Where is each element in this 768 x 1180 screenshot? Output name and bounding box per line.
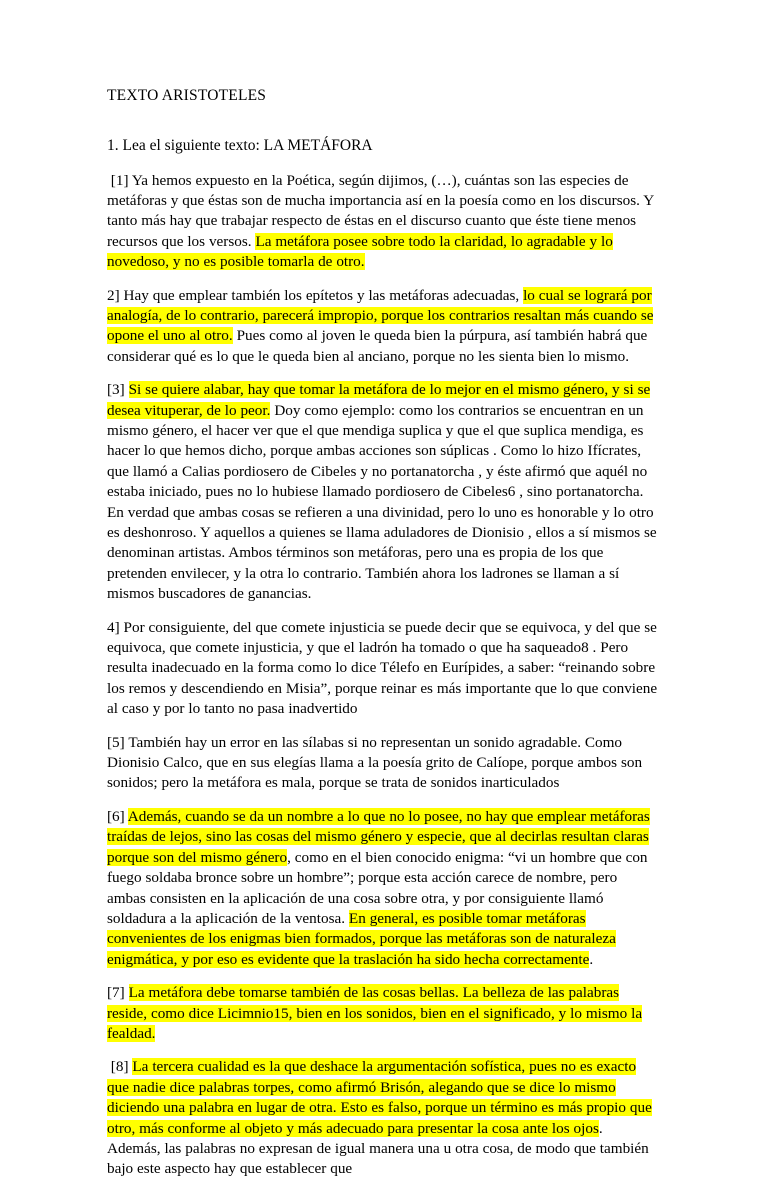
paragraph: [107, 807, 658, 970]
plain-text: . Además, las palabras no expresan de igual manera una u otra cosa, de modo que también bajo este aspecto hay que establecer que: [107, 1119, 649, 1178]
highlighted-text: La tercera cualidad es la que deshace la argumentación sofística, pues no es exacto que nadie dice palabras torpes, como afirmó Brisón, alegando que se dice lo mismo diciendo una palabra en lugar de otra. Esto es falso, porque un término es más propio que otro, más conforme al objeto y más adecuado para presentar la cosa ante los ojos: [107, 1058, 652, 1137]
section-heading: 1. Lea el siguiente texto: LA METÁFORA: [107, 137, 373, 155]
plain-text: [8]: [110, 1058, 133, 1076]
highlighted-text: lo cual se logrará por analogía, de lo contrario, parecerá impropio, porque los contrarios resaltan más cuando se opone el uno al otro.: [107, 286, 654, 345]
plain-text: Pues como al joven le queda bien la púrpura, así también habrá que considerar qué es lo que le queda bien al anciano, porque no les sienta bien lo mismo.: [107, 327, 648, 365]
plain-text: .: [589, 950, 594, 968]
highlighted-text: En general, es posible tomar metáforas convenientes de los enigmas bien formados, porque las metáforas son de naturaleza enigmática, y por eso es evidente que la traslación ha sido hecha correctamente: [107, 909, 616, 968]
paragraph: [107, 1057, 658, 1179]
paragraph: [107, 733, 658, 794]
plain-text: [6]: [107, 807, 128, 825]
plain-text: [1] Ya hemos expuesto en la Poética, según dijimos, (…), cuántas son las especies de metáforas y que éstas son de mucha importancia así en la poesía como en los discursos. Y tanto más hay que trabajar respecto de éstas en el discurso cuanto que éste tiene menos recursos que los versos.: [107, 171, 654, 250]
plain-text: Doy como ejemplo: como los contrarios se encuentran en un mismo género, el hacer ver que el que mendiga suplica y que el que suplica mendiga, es hacer lo que hemos dicho, porque ambas acciones son súplicas . Como lo hizo Ifícrates, que llamó a Calias pordiosero de Cibeles y no portanatorcha , y éste afirmó que aquél no estaba iniciado, pues no lo hubiese llamado pordiosero de Cibeles6 , sino portanatorcha. En verdad que ambas cosas se refieren a una divinidad, pero lo uno es honorable y lo otro es deshonroso. Y aquellos a quienes se llama aduladores de Dionisio , ellos a sí mismos se denominan artistas. Ambos términos son metáforas, pero una es propia de los que pretenden envilecer, y la otra lo contrario. También ahora los ladrones se llaman a sí mismos buscadores de ganancias.: [107, 401, 657, 603]
document-title: TEXTO ARISTOTELES: [107, 87, 267, 104]
plain-text: , como en el bien conocido enigma: “vi un hombre que con fuego soldaba bronce sobre un hombre”; porque esta acción carece de nombre, pero ambas consisten en la aplicación de una cosa sobre otra, y por consiguiente llamó soldadura a la aplicación de la ventosa.: [107, 848, 648, 927]
paragraph: [107, 983, 658, 1044]
plain-text: [7]: [107, 984, 129, 1002]
document-body: [107, 171, 658, 1180]
paragraph: [107, 286, 658, 368]
paragraph: [107, 171, 658, 273]
paragraph: [107, 380, 658, 604]
highlighted-text: La metáfora debe tomarse también de las cosas bellas. La belleza de las palabras reside, como dice Licimnio15, bien en los sonidos, bien en el significado, y lo mismo la fealdad.: [107, 984, 643, 1042]
plain-text: [3]: [107, 381, 129, 399]
highlighted-text: Además, cuando se da un nombre a lo que no lo posee, no hay que emplear metáforas traídas de lejos, sino las cosas del mismo género y especie, que al decirlas resultan claras porque son del mismo género: [107, 807, 650, 866]
plain-text: [5] También hay un error en las sílabas si no representan un sonido agradable. Como Dionisio Calco, que en sus elegías llama a la poesía grito de Calíope, porque ambos son sonidos; pero la metáfora es mala, porque se trata de sonidos inarticulados: [107, 733, 643, 792]
highlighted-text: Si se quiere alabar, hay que tomar la metáfora de lo mejor en el mismo género, y si se desea vituperar, de lo peor.: [107, 381, 651, 419]
plain-text: 4] Por consiguiente, del que comete injusticia se puede decir que se equivoca, y del que se equivoca, que comete injusticia, y que el ladrón ha tomado o que ha saqueado8 . Pero resulta inadecuado en la forma como lo dice Télefo en Eurípides, a saber: “reinando sobre los remos y descendiendo en Misia”, porque reinar es más importante que lo que conviene al caso y por lo tanto no pasa inadvertido: [107, 618, 658, 718]
plain-text: 2] Hay que emplear también los epítetos y las metáforas adecuadas,: [107, 286, 524, 304]
highlighted-text: La metáfora posee sobre todo la claridad, lo agradable y lo novedoso, y no es posible tomarla de otro.: [107, 232, 613, 271]
paragraph: [107, 618, 658, 720]
